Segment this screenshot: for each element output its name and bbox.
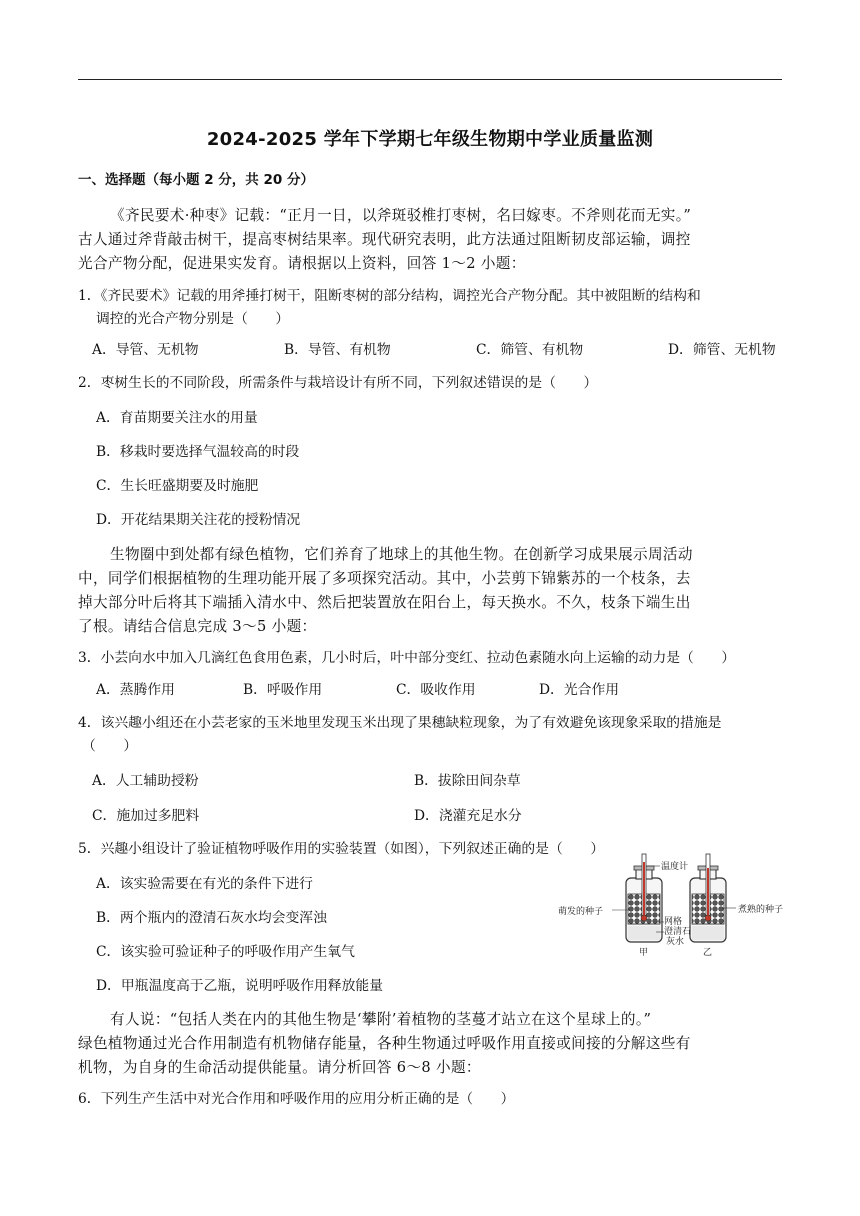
q1-option-d: D．筛管、无机物: [668, 342, 776, 358]
q5-option-d: D．甲瓶温度高于乙瓶，说明呼吸作用释放能量: [96, 978, 383, 994]
question-3-stem: 3．小芸向水中加入几滴红色食用色素，几小时后，叶中部分变红、拉动色素随水向上运输的动力是（ ）: [78, 650, 736, 666]
q2-option-d: D．开花结果期关注花的授粉情况: [96, 512, 301, 528]
label-bottle-jia: 甲: [639, 948, 649, 958]
label-bottle-yi: 乙: [703, 948, 713, 958]
question-6-stem: 6．下列生产生活中对光合作用和呼吸作用的应用分析正确的是（ ）: [78, 1091, 515, 1107]
q4-option-c: C．施加过多肥料: [92, 808, 200, 824]
label-mesh: 网格: [664, 917, 683, 927]
q3-option-a: A．蒸腾作用: [96, 682, 175, 698]
bottle-jia: [626, 854, 662, 942]
label-limewater-1: 澄清石: [664, 927, 692, 937]
question-1-stem-cont: 调控的光合产物分别是（ ）: [96, 311, 290, 327]
passage3-line1: 有人说：“包括人类在内的其他生物是‘攀附’着植物的茎蔓才站立在这个星球上的。”: [110, 1011, 652, 1028]
passage1-line2: 古人通过斧背敲击树干，提高枣树结果率。现代研究表明，此方法通过阻断韧皮部运输，调控: [78, 231, 691, 248]
header-rule: [78, 79, 782, 80]
q4-option-d: D．浇灌充足水分: [414, 808, 522, 824]
passage2-line2: 中，同学们根据植物的生理功能开展了多项探究活动。其中，小芸剪下锦紫苏的一个枝条，去: [78, 570, 691, 587]
passage3-line2: 绿色植物通过光合作用制造有机物储存能量，各种生物通过呼吸作用直接或间接的分解这些有: [78, 1035, 691, 1052]
label-thermometer: 温度计: [661, 862, 689, 872]
q3-option-d: D．光合作用: [539, 682, 620, 698]
label-limewater-2: 灰水: [666, 937, 685, 947]
question-4-stem: 4．该兴趣小组还在小芸老家的玉米地里发现玉米出现了果穗缺粒现象，为了有效避免该现象采取的措施是: [78, 715, 722, 731]
question-1-stem: 1．《齐民要术》记载的用斧捶打树干，阻断枣树的部分结构，调控光合产物分配。其中被阻断的结构和: [78, 288, 701, 304]
section-heading: 一、选择题（每小题 2 分，共 20 分）: [78, 172, 314, 188]
label-boiled-seeds: 煮熟的种子: [738, 905, 784, 915]
q5-option-c: C．该实验可验证种子的呼吸作用产生氧气: [96, 944, 355, 960]
q3-option-c: C．吸收作用: [396, 682, 476, 698]
q4-option-b: B．拔除田间杂草: [414, 773, 521, 789]
bottle-yi: [690, 854, 726, 942]
passage2-line3: 掉大部分叶后将其下端插入清水中、然后把装置放在阳台上，每天换水。不久，枝条下端生出: [78, 594, 691, 611]
q5-option-a: A．该实验需要在有光的条件下进行: [96, 876, 313, 892]
passage2-line1: 生物圈中到处都有绿色植物，它们养育了地球上的其他生物。在创新学习成果展示周活动: [110, 546, 693, 563]
exam-title: 2024-2025 学年下学期七年级生物期中学业质量监测: [206, 129, 654, 150]
q2-option-a: A．育苗期要关注水的用量: [96, 410, 258, 426]
q2-option-c: C．生长旺盛期要及时施肥: [96, 478, 259, 494]
q1-option-b: B．导管、有机物: [284, 342, 391, 358]
q5-option-b: B．两个瓶内的澄清石灰水均会变浑浊: [96, 910, 327, 926]
question-2-stem: 2．枣树生长的不同阶段，所需条件与栽培设计有所不同，下列叙述错误的是（ ）: [78, 375, 598, 391]
passage1-line1: 《齐民要术·种枣》记载：“正月一日，以斧斑驳椎打枣树，名曰嫁枣。不斧则花而无实。”: [110, 207, 692, 224]
label-germinating-seeds: 萌发的种子: [558, 907, 604, 917]
q1-option-c: C．筛管、有机物: [476, 342, 584, 358]
passage1-line3: 光合产物分配，促进果实发育。请根据以上资料，回答 1～2 小题：: [78, 255, 526, 272]
q3-option-b: B．呼吸作用: [243, 682, 323, 698]
question-4-stem-cont: （ ）: [82, 738, 138, 754]
passage2-line4: 了根。请结合信息完成 3～5 小题：: [78, 618, 317, 635]
q4-option-a: A．人工辅助授粉: [92, 773, 199, 789]
passage3-line3: 机物，为自身的生命活动提供能量。请分析回答 6～8 小题：: [78, 1059, 481, 1076]
respiration-experiment-figure: [556, 852, 796, 958]
question-5-stem: 5．兴趣小组设计了验证植物呼吸作用的实验装置（如图），下列叙述正确的是（ ）: [78, 841, 605, 857]
q1-option-a: A．导管、无机物: [92, 342, 199, 358]
q2-option-b: B．移栽时要选择气温较高的时段: [96, 444, 300, 460]
